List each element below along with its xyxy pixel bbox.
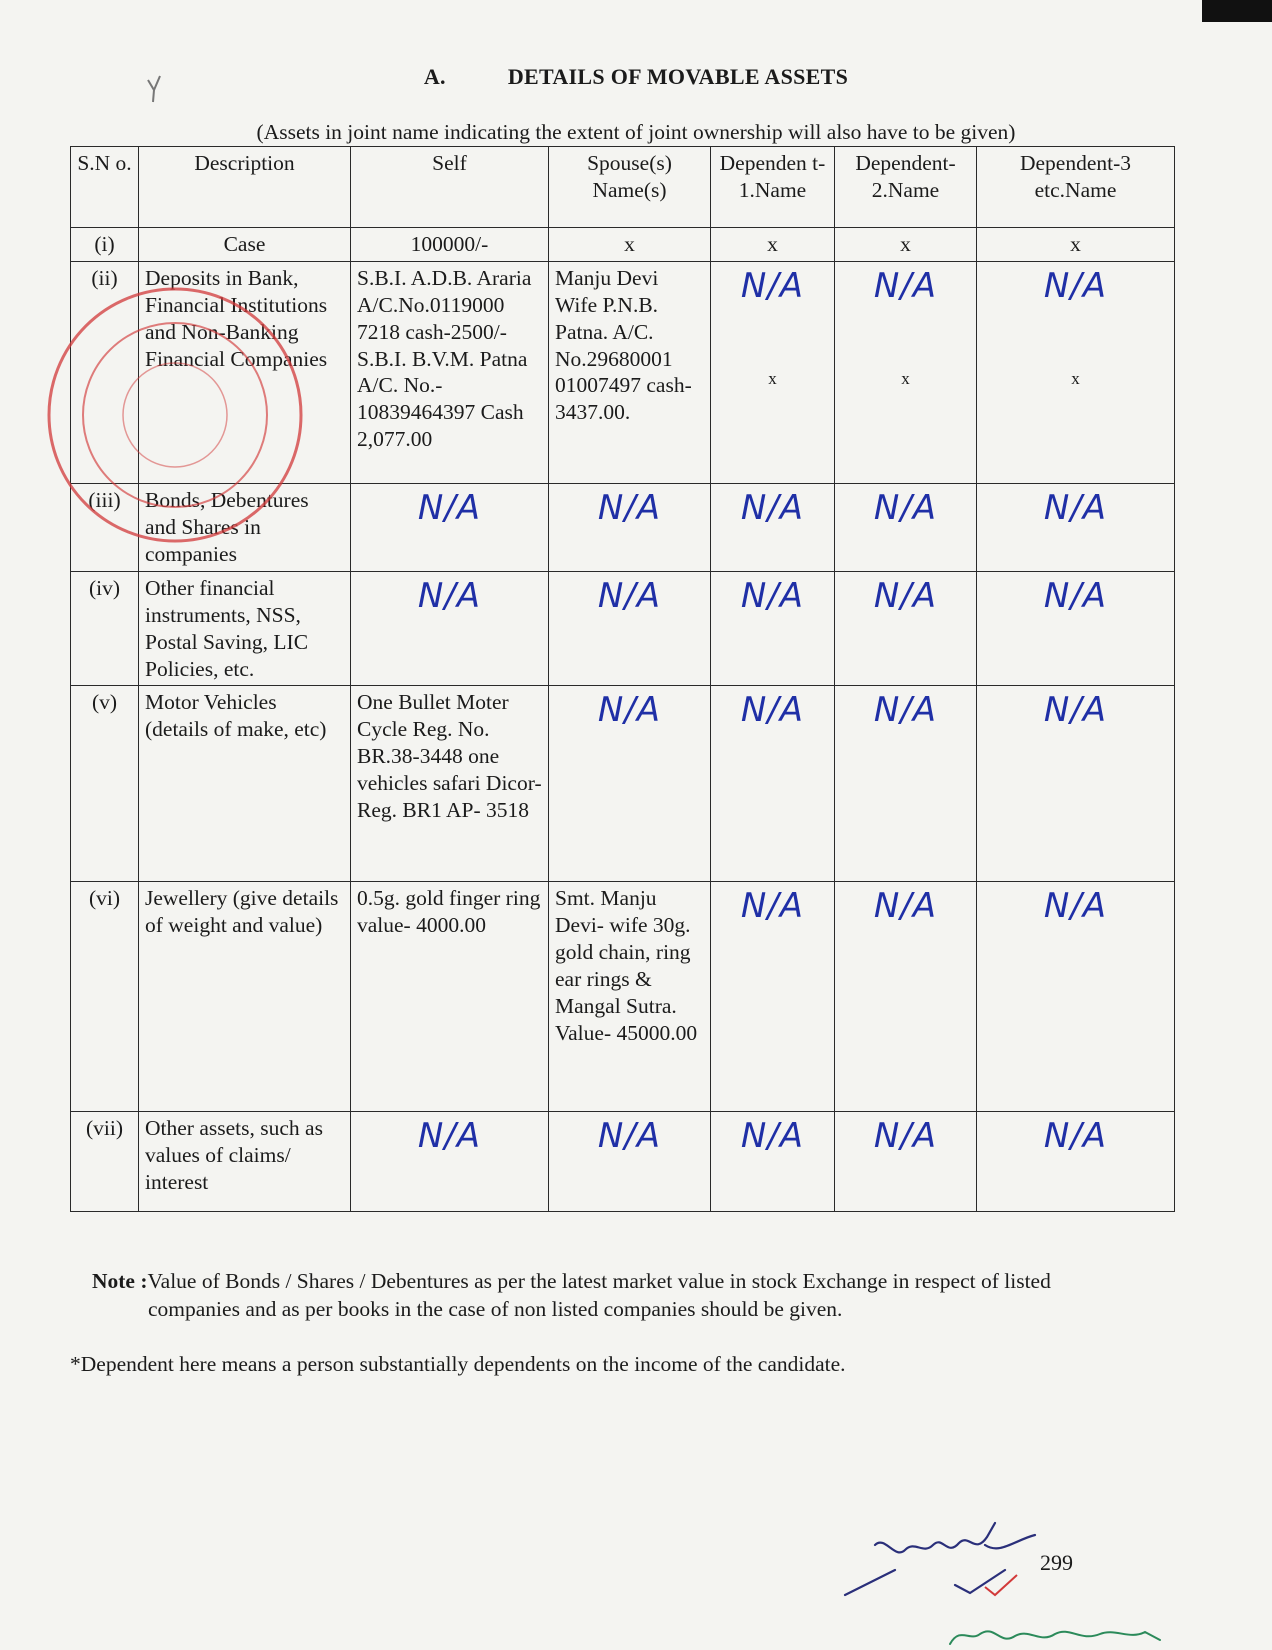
row-spouse — [549, 1112, 711, 1212]
row-sno: (ii) — [71, 261, 139, 483]
na-handwritten: N/A — [740, 265, 805, 306]
row-spouse: Smt. Manju Devi- wife 30g. gold chain, ring ear rings & Mangal Sutra. Value- 45000.00 — [549, 882, 711, 1112]
row-dependent-3 — [977, 261, 1175, 483]
table-row — [71, 686, 1175, 882]
na-handwritten: N/A — [873, 886, 938, 927]
table-row — [71, 261, 1175, 483]
na-handwritten: N/A — [1043, 886, 1108, 927]
na-handwritten: N/A — [1043, 487, 1108, 528]
table-row — [71, 483, 1175, 571]
row-dependent-2 — [835, 261, 977, 483]
table-row — [71, 882, 1175, 1112]
row-self: 0.5g. gold finger ring value- 4000.00 — [351, 882, 549, 1112]
row-spouse — [549, 483, 711, 571]
na-handwritten: N/A — [873, 690, 938, 731]
x-mark: x — [768, 368, 777, 388]
header-spouse: Spouse(s) Name(s) — [549, 147, 711, 228]
na-handwritten: N/A — [597, 487, 662, 528]
na-handwritten: N/A — [417, 487, 482, 528]
section-subheading: (Assets in joint name indicating the extent of joint ownership will also have to be given) — [256, 120, 1016, 144]
row-dependent-2 — [835, 483, 977, 571]
row-description: Case — [139, 228, 351, 262]
row-self — [351, 483, 549, 571]
row-dependent-1 — [711, 1112, 835, 1212]
na-handwritten: N/A — [1043, 265, 1108, 306]
header-description: Description — [139, 147, 351, 228]
row-self — [351, 571, 549, 686]
row-dependent-1 — [711, 483, 835, 571]
na-handwritten: N/A — [1043, 690, 1108, 731]
section-letter: A. — [423, 64, 446, 89]
note-text: Value of Bonds / Shares / Debentures as per the latest market value in stock Exchange in respect of listed companies and as per books in the case of non listed companies should be given. — [147, 1269, 1051, 1321]
na-handwritten: N/A — [873, 1116, 938, 1157]
table-row — [71, 1112, 1175, 1212]
section-heading — [0, 64, 1272, 90]
row-description: Motor Vehicles (details of make, etc) — [139, 686, 351, 882]
row-spouse: Manju Devi Wife P.N.B. Patna. A/C. No.29680001 01007497 cash-3437.00. — [549, 261, 711, 483]
row-description: Bonds, Debentures and Shares in companies — [139, 483, 351, 571]
na-handwritten: N/A — [597, 1116, 662, 1157]
na-handwritten: N/A — [1043, 1116, 1108, 1157]
row-description: Deposits in Bank, Financial Institutions and Non-Banking Financial Companies — [139, 261, 351, 483]
header-self: Self — [351, 147, 549, 228]
row-sno: (v) — [71, 686, 139, 882]
note-block — [92, 1268, 1122, 1324]
x-mark: x — [1071, 368, 1080, 388]
row-self — [351, 1112, 549, 1212]
row-dependent-1 — [711, 882, 835, 1112]
row-dependent-3: x — [977, 228, 1175, 262]
scan-edge — [1202, 0, 1272, 22]
dependent-footnote: *Dependent here means a person substantially dependents on the income of the candidate. — [70, 1352, 846, 1376]
row-spouse — [549, 686, 711, 882]
row-spouse: x — [549, 228, 711, 262]
row-self: S.B.I. A.D.B. Araria A/C.No.0119000 7218 cash-2500/- S.B.I. B.V.M. Patna A/C. No.- 10839464397 Cash 2,077.00 — [351, 261, 549, 483]
na-handwritten: N/A — [740, 690, 805, 731]
row-dependent-3 — [977, 571, 1175, 686]
row-dependent-2 — [835, 686, 977, 882]
movable-assets-table — [70, 146, 1175, 1212]
row-dependent-2 — [835, 882, 977, 1112]
x-mark: x — [901, 368, 910, 388]
row-sno: (i) — [71, 228, 139, 262]
na-handwritten: N/A — [873, 575, 938, 616]
na-handwritten: N/A — [417, 575, 482, 616]
page-number: 299 — [1040, 1550, 1073, 1575]
na-handwritten: N/A — [873, 265, 938, 306]
table-row — [71, 228, 1175, 262]
row-sno: (iv) — [71, 571, 139, 686]
na-handwritten: N/A — [417, 1116, 482, 1157]
row-sno: (vi) — [71, 882, 139, 1112]
header-dependent-1: Dependen t-1.Name — [711, 147, 835, 228]
table-header-row — [71, 147, 1175, 228]
row-dependent-1 — [711, 686, 835, 882]
row-self: 100000/- — [351, 228, 549, 262]
row-dependent-3 — [977, 1112, 1175, 1212]
row-description: Other financial instruments, NSS, Postal Saving, LIC Policies, etc. — [139, 571, 351, 686]
table-row — [71, 571, 1175, 686]
row-dependent-1 — [711, 571, 835, 686]
row-dependent-2 — [835, 571, 977, 686]
row-dependent-1: x — [711, 228, 835, 262]
row-dependent-2: x — [835, 228, 977, 262]
na-handwritten: N/A — [1043, 575, 1108, 616]
row-description: Jewellery (give details of weight and value) — [139, 882, 351, 1112]
na-handwritten: N/A — [740, 1116, 805, 1157]
header-dependent-3: Dependent-3 etc.Name — [977, 147, 1175, 228]
na-handwritten: N/A — [873, 487, 938, 528]
row-description: Other assets, such as values of claims/ interest — [139, 1112, 351, 1212]
section-title: DETAILS OF MOVABLE ASSETS — [507, 64, 849, 89]
row-dependent-3 — [977, 882, 1175, 1112]
row-spouse — [549, 571, 711, 686]
note-label: Note : — [92, 1269, 148, 1293]
na-handwritten: N/A — [740, 886, 805, 927]
na-handwritten: N/A — [597, 575, 662, 616]
row-dependent-1 — [711, 261, 835, 483]
continued-annotation — [940, 1620, 1180, 1650]
row-dependent-3 — [977, 686, 1175, 882]
na-handwritten: N/A — [740, 487, 805, 528]
row-dependent-2 — [835, 1112, 977, 1212]
handwritten-signature — [835, 1515, 1055, 1605]
row-sno: (vii) — [71, 1112, 139, 1212]
header-dependent-2: Dependent- 2.Name — [835, 147, 977, 228]
na-handwritten: N/A — [740, 575, 805, 616]
row-sno: (iii) — [71, 483, 139, 571]
row-self: One Bullet Moter Cycle Reg. No. BR.38-3448 one vehicles safari Dicor- Reg. BR1 AP- 3518 — [351, 686, 549, 882]
header-sno: S.N o. — [71, 147, 139, 228]
na-handwritten: N/A — [597, 690, 662, 731]
row-dependent-3 — [977, 483, 1175, 571]
